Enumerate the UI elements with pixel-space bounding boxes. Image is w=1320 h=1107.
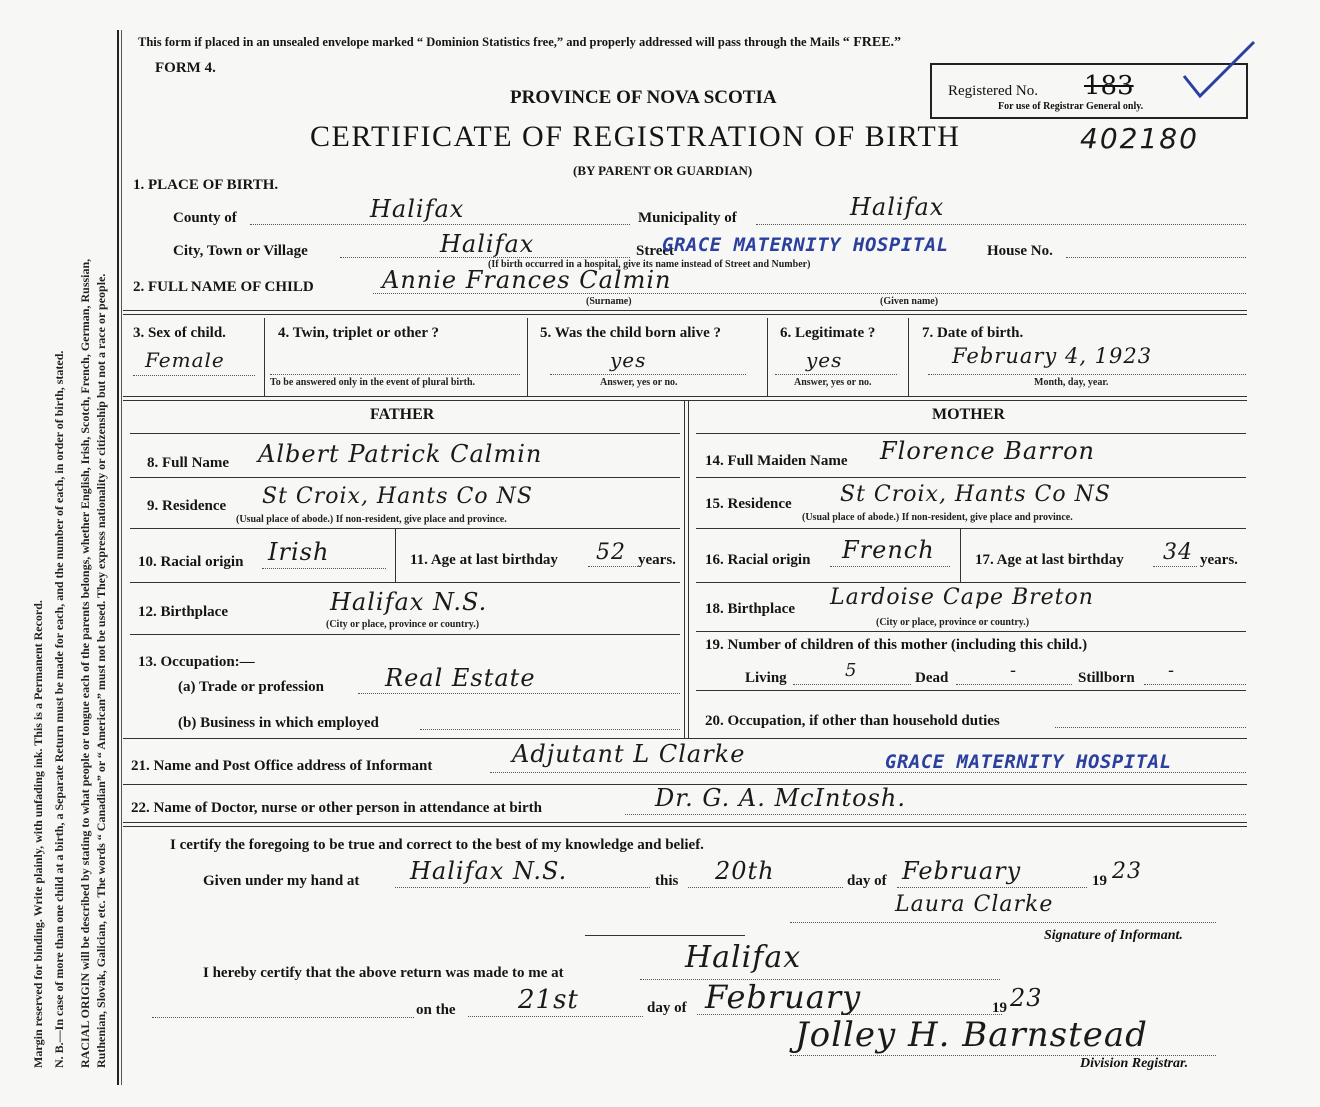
child-name-label: 2. FULL NAME OF CHILD	[133, 279, 314, 295]
father-age-sep	[395, 528, 396, 582]
registrar-signature: Jolley H. Barnstead	[795, 1015, 1148, 1055]
informant-sig-label: Signature of Informant.	[1044, 928, 1183, 943]
father-occupation-label: 13. Occupation:—	[138, 654, 255, 670]
given-month-line	[897, 887, 1087, 888]
divider-2	[123, 310, 1247, 311]
registrar-day-line	[468, 1016, 643, 1017]
mother-age-label: 17. Age at last birthday	[975, 552, 1124, 568]
registered-label: Registered No.	[948, 83, 1038, 99]
legit-value: yes	[806, 348, 843, 372]
separator-short	[585, 935, 745, 936]
mother-heading: MOTHER	[932, 406, 1005, 423]
column-sep-b	[688, 400, 689, 738]
registrar-year-prefix: 19	[992, 1000, 1007, 1016]
father-birthplace-label: 12. Birthplace	[138, 604, 228, 620]
father-name-label: 8. Full Name	[147, 455, 230, 471]
legit-label: 6. Legitimate ?	[780, 325, 876, 341]
divider-2b	[123, 314, 1247, 315]
place-of-birth-heading: 1. PLACE OF BIRTH.	[133, 177, 279, 193]
father-age-label: 11. Age at last birthday	[410, 552, 558, 568]
margin-note-binding: Margin reserved for binding. Write plainly, with unfading ink. This is a Permanent Record.	[31, 600, 45, 1068]
dead-value: -	[1010, 660, 1018, 681]
given-place-line	[395, 887, 650, 888]
row3-sep-1	[264, 318, 265, 396]
form-number: FORM 4.	[155, 60, 216, 76]
street-label: Street	[636, 243, 675, 259]
check-mark-icon	[1180, 38, 1260, 100]
mother-row-16-line	[696, 582, 1246, 583]
mother-age-value: 34	[1163, 540, 1193, 565]
father-birthplace-note: (City or place, province or country.)	[326, 619, 480, 630]
row3-sep-4	[908, 318, 909, 396]
registrar-day-of-label: day of	[647, 1000, 687, 1016]
father-age-line	[588, 566, 638, 567]
sex-value: Female	[145, 348, 225, 372]
dob-label: 7. Date of birth.	[922, 325, 1024, 341]
father-age-value: 52	[596, 540, 626, 565]
county-label: County of	[173, 210, 237, 226]
alive-value: yes	[610, 348, 647, 372]
sex-label: 3. Sex of child.	[133, 325, 226, 341]
mother-racial-label: 16. Racial origin	[705, 552, 811, 568]
mail-free-text: “ FREE.”	[842, 35, 902, 50]
divider-21	[123, 738, 1247, 739]
dob-note: Month, day, year.	[1034, 377, 1109, 388]
given-month-value: February	[902, 857, 1022, 885]
margin-note-racial-origin: RACIAL ORIGIN will be described by stating to what people or tongue each of the parents belongs, whether English, Irish, Scotch, French, German, Russian,	[78, 258, 92, 1068]
registrar-sig-label: Division Registrar.	[1080, 1056, 1189, 1071]
informant-label: 21. Name and Post Office address of Informant	[131, 758, 433, 774]
municipality-label: Municipality of	[638, 210, 737, 226]
father-residence-value: St Croix, Hants Co NS	[262, 484, 533, 509]
mother-name-label: 14. Full Maiden Name	[705, 453, 848, 469]
subtitle: (BY PARENT OR GUARDIAN)	[573, 163, 753, 178]
father-racial-line	[262, 568, 386, 569]
city-value: Halifax	[440, 230, 535, 258]
father-row-12-line	[130, 634, 680, 635]
legit-note: Answer, yes or no.	[794, 377, 872, 388]
father-residence-note: (Usual place of abode.) If non-resident, give place and province.	[236, 514, 507, 525]
county-line	[250, 224, 630, 225]
living-line	[793, 684, 911, 685]
mother-occupation-label: 20. Occupation, if other than household duties	[705, 713, 1000, 729]
dob-line	[928, 374, 1246, 375]
father-heading-line	[130, 433, 680, 434]
mother-row-19-line	[696, 690, 1246, 691]
given-name-note: (Given name)	[880, 296, 939, 307]
child-name-value: Annie Frances Calmin	[382, 266, 672, 294]
mail-notice	[138, 35, 901, 51]
mother-age-unit: years.	[1200, 552, 1238, 568]
left-border	[117, 30, 119, 1085]
father-row-10-line	[130, 582, 680, 583]
house-label: House No.	[987, 243, 1053, 259]
mother-name-value: Florence Barron	[880, 437, 1095, 465]
doctor-value: Dr. G. A. McIntosh.	[655, 784, 906, 812]
registrar-place-value: Halifax	[685, 940, 802, 975]
surname-note: (Surname)	[586, 296, 632, 307]
registrar-year-suffix: 23	[1010, 984, 1043, 1012]
dead-label: Dead	[915, 670, 949, 686]
mother-residence-label: 15. Residence	[705, 496, 792, 512]
mother-birthplace-note: (City or place, province or country.)	[876, 617, 1030, 628]
dob-value: February 4, 1923	[952, 344, 1153, 368]
registrar-note: For use of Registrar General only.	[998, 101, 1144, 112]
father-residence-label: 9. Residence	[147, 498, 227, 514]
father-name-value: Albert Patrick Calmin	[258, 440, 543, 468]
stillborn-value: -	[1168, 660, 1176, 681]
left-border-inner	[121, 30, 122, 1085]
hospital-note: (If birth occurred in a hospital, give its name instead of Street and Number)	[488, 259, 811, 270]
father-age-unit: years.	[638, 552, 676, 568]
alive-label: 5. Was the child born alive ?	[540, 325, 721, 341]
street-value-stamp: GRACE MATERNITY HOSPITAL	[662, 234, 949, 256]
alive-note: Answer, yes or no.	[600, 377, 678, 388]
certify-statement: I certify the foregoing to be true and correct to the best of my knowledge and belief.	[170, 837, 704, 853]
row3-sep-3	[767, 318, 768, 396]
divider-cert-b	[123, 826, 1247, 827]
legit-line	[775, 374, 897, 375]
mother-residence-value: St Croix, Hants Co NS	[840, 482, 1111, 507]
mother-racial-line	[830, 566, 950, 567]
father-heading: FATHER	[370, 406, 435, 423]
dead-line	[956, 684, 1072, 685]
father-trade-line	[358, 693, 680, 694]
father-business-label: (b) Business in which employed	[178, 715, 379, 731]
twin-label: 4. Twin, triplet or other ?	[278, 325, 439, 341]
doctor-label: 22. Name of Doctor, nurse or other person in attendance at birth	[131, 800, 542, 816]
mother-row-18-line	[696, 631, 1246, 632]
mother-row-15-line	[696, 528, 1246, 529]
municipality-line	[756, 224, 1246, 225]
mother-occupation-line	[1055, 727, 1246, 728]
column-sep-a	[684, 400, 685, 738]
house-line	[1066, 257, 1246, 258]
mother-racial-value: French	[842, 536, 935, 564]
twin-line	[270, 374, 520, 375]
informant-signature: Laura Clarke	[895, 892, 1054, 917]
page-title: CERTIFICATE OF REGISTRATION OF BIRTH	[310, 120, 961, 153]
given-year-prefix: 19	[1092, 873, 1107, 889]
father-trade-label: (a) Trade or profession	[178, 679, 324, 695]
this-label: this	[655, 873, 679, 889]
certificate-number: 402180	[1080, 122, 1199, 155]
living-label: Living	[745, 670, 787, 686]
divider-3b	[123, 400, 1247, 401]
given-day-of-label: day of	[847, 873, 887, 889]
mother-heading-line	[696, 433, 1246, 434]
mother-age-line	[1153, 566, 1197, 567]
municipality-value: Halifax	[850, 193, 945, 221]
mail-notice-text: This form if placed in an unsealed envelope marked “ Dominion Statistics free,” and properly addressed will pass through the Mails	[138, 35, 840, 49]
registered-value: 183	[1084, 71, 1134, 101]
living-value: 5	[845, 660, 858, 681]
given-label: Given under my hand at	[203, 873, 360, 889]
father-birthplace-value: Halifax N.S.	[330, 588, 488, 616]
informant-address-stamp: GRACE MATERNITY HOSPITAL	[885, 751, 1172, 773]
informant-sig-line	[790, 922, 1216, 923]
divider-cert	[123, 822, 1247, 823]
province-title: PROVINCE OF NOVA SCOTIA	[510, 87, 777, 108]
registrar-month-value: February	[705, 978, 862, 1016]
margin-note-racial-origin-2: Ruthenian, Slovak, Galician, etc. The words “ Canadian” or “ American” must not be used. They express nationality or citizenship but not a race or people.	[94, 273, 108, 1068]
father-business-line	[420, 729, 680, 730]
this-day-line	[688, 887, 843, 888]
margin-note-multiple-births: N. B.—In case of more than one child at a birth, a Separate Return must be made for each, and the number of each, in order of birth, stated.	[52, 350, 66, 1068]
mother-birthplace-label: 18. Birthplace	[705, 601, 795, 617]
registrar-left-line	[152, 1017, 414, 1018]
given-year-suffix: 23	[1112, 859, 1142, 884]
city-label: City, Town or Village	[173, 243, 308, 259]
registrar-statement: I hereby certify that the above return was made to me at	[203, 965, 564, 981]
row3-sep-2	[527, 318, 528, 396]
registrar-day-value: 21st	[518, 985, 579, 1015]
father-trade-value: Real Estate	[385, 664, 536, 692]
given-place-value: Halifax N.S.	[410, 857, 568, 885]
divider-3	[123, 396, 1247, 397]
father-racial-label: 10. Racial origin	[138, 554, 244, 570]
stillborn-label: Stillborn	[1078, 670, 1135, 686]
doctor-line	[625, 814, 1246, 815]
on-the-label: on the	[416, 1002, 456, 1018]
this-day-value: 20th	[715, 857, 775, 885]
twin-note: To be answered only in the event of plural birth.	[270, 377, 476, 388]
father-racial-value: Irish	[268, 538, 330, 566]
stillborn-line	[1144, 684, 1246, 685]
father-row-8-line	[130, 477, 680, 478]
mother-residence-note: (Usual place of abode.) If non-resident, give place and province.	[802, 512, 1073, 523]
mother-children-label: 19. Number of children of this mother (including this child.)	[705, 637, 1088, 653]
county-value: Halifax	[370, 195, 465, 223]
informant-value: Adjutant L Clarke	[512, 740, 746, 768]
mother-row-14-line	[696, 477, 1246, 478]
sex-line	[133, 375, 255, 376]
mother-birthplace-value: Lardoise Cape Breton	[830, 585, 1094, 610]
father-row-9-line	[130, 528, 680, 529]
mother-age-sep	[960, 528, 961, 582]
alive-line	[550, 374, 746, 375]
